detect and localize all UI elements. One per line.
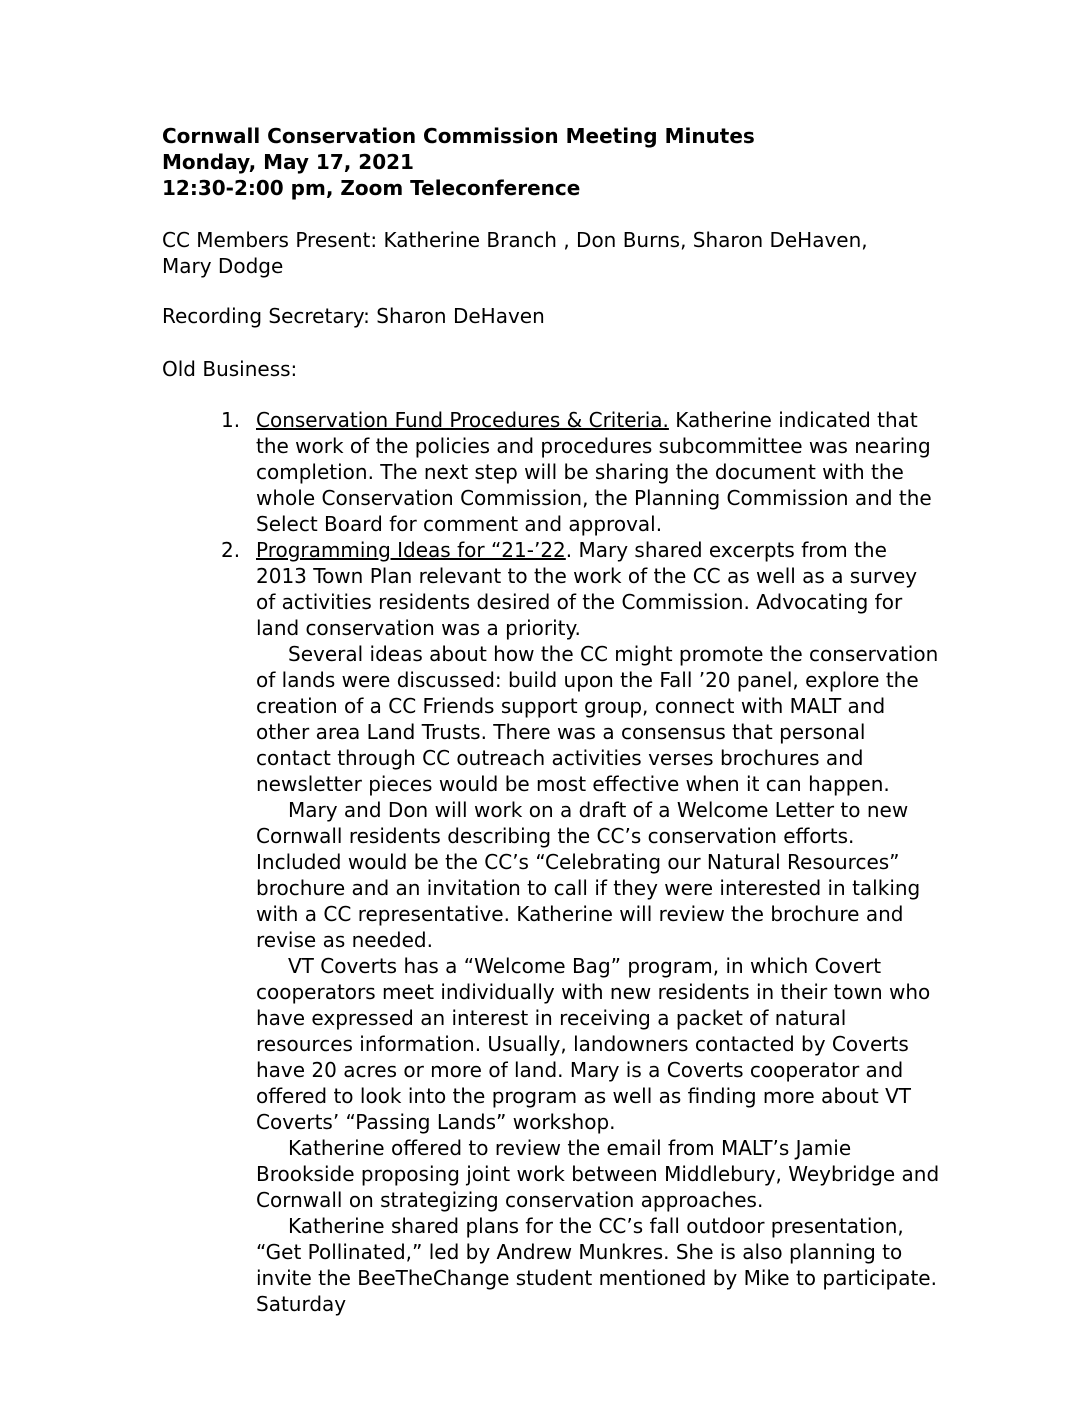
old-business-heading: Old Business: [162, 357, 298, 381]
item-paragraph: Mary and Don will work on a draft of a Welcome Letter to new Cornwall residents describing the CC’s conservation efforts. Included would be the CC’s “Celebrating our Natural Resources” brochure and an invitation to call if they were interested in talking with a CC representative. Katherine will review the brochure and revise as needed. [256, 798, 921, 952]
list-item [162, 407, 942, 537]
document-title: Cornwall Conservation Commission Meeting Minutes [162, 124, 755, 148]
item-paragraph: Several ideas about how the CC might promote the conservation of lands were discussed: build upon the Fall ’20 panel, explore the creation of a CC Friends support group, connect with MALT and other area Land Trusts. There was a consensus that personal contact through CC outreach activities verses brochures and newsletter pieces would be most effective when it can happen. [256, 642, 939, 796]
item-title: Programming Ideas for “21-’22 [256, 538, 566, 562]
item-paragraph: VT Coverts has a “Welcome Bag” program, in which Covert cooperators meet individually with new residents in their town who have expressed an interest in receiving a packet of natural resources information. Usually, landowners contacted by Coverts have 20 acres or more of land. Mary is a Coverts cooperator and offered to look into the program as well as finding more about VT Coverts’ “Passing Lands” workshop. [256, 954, 931, 1134]
item-text: . Mary shared excerpts from the 2013 Town Plan relevant to the work of the CC as well as a survey of activities residents desired of the Commission. Advocating for land conservation was a priority. [256, 538, 918, 640]
meeting-time-location: 12:30-2:00 pm, Zoom Teleconference [162, 176, 581, 200]
meeting-date: Monday, May 17, 2021 [162, 150, 414, 174]
item-number: 1. [221, 408, 241, 432]
item-title: Conservation Fund Procedures & Criteria. [256, 408, 669, 432]
item-paragraph: Katherine offered to review the email from MALT’s Jamie Brookside proposing joint work between Middlebury, Weybridge and Cornwall on strategizing conservation approaches. [256, 1136, 940, 1212]
old-business-list [162, 407, 942, 1317]
list-item [162, 537, 942, 1317]
item-text: Katherine indicated that the work of the policies and procedures subcommittee was nearing completion. The next step will be sharing the document with the whole Conservation Commission, the Planning Commission and the Select Board for comment and approval. [256, 408, 932, 536]
item-body [256, 407, 942, 537]
item-paragraph: Katherine shared plans for the CC’s fall outdoor presentation, “Get Pollinated,” led by Andrew Munkres. She is also planning to invite the BeeTheChange student mentioned by Mike to participate. Saturday [256, 1214, 937, 1316]
members-present: CC Members Present: Katherine Branch , Don Burns, Sharon DeHaven, Mary Dodge [162, 228, 868, 278]
item-number: 2. [221, 538, 241, 562]
item-body [256, 537, 942, 641]
recording-secretary: Recording Secretary: Sharon DeHaven [162, 304, 545, 328]
minutes-header [162, 123, 982, 201]
